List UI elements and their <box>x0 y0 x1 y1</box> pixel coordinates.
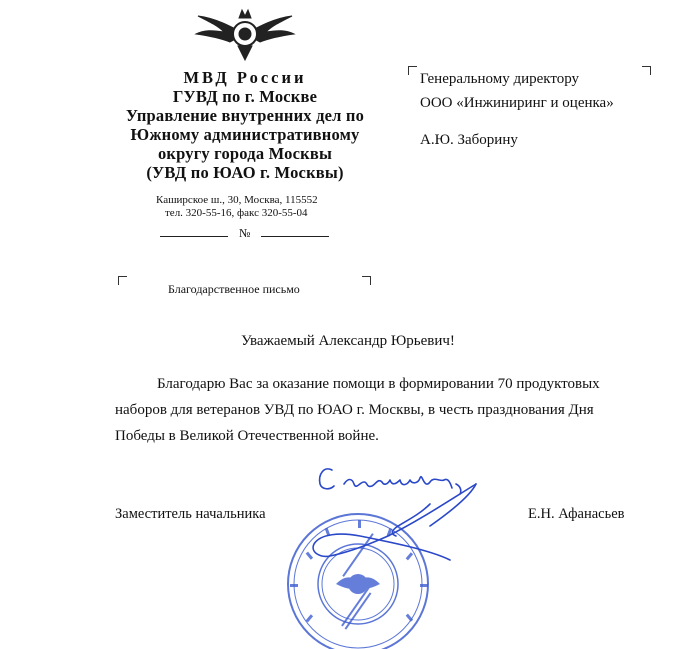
date-blank <box>160 226 228 237</box>
addressee-position: Генеральному директору <box>420 71 580 87</box>
org-line-guvd: ГУВД по г. Москве <box>172 87 318 106</box>
number-sign: № <box>239 226 251 240</box>
org-phones: тел. 320-55-16, факс 320-55-04 <box>165 207 308 219</box>
signer-position: Заместитель начальника <box>115 506 266 522</box>
handwritten-signature <box>280 460 500 580</box>
org-address: Каширское ш., 30, Москва, 115552 <box>156 194 318 206</box>
addressee-corner-left <box>408 66 417 75</box>
number-blank <box>261 226 329 237</box>
addressee-company: ООО «Инжиниринг и оценка» <box>420 95 614 111</box>
body-line-3: Победы в Великой Отечественной войне. <box>115 428 379 444</box>
subject-corner-left <box>118 276 127 285</box>
org-line-mvd: МВД России <box>183 68 307 87</box>
org-line-district: Южному административному <box>130 125 360 144</box>
addressee-corner-right <box>642 66 651 75</box>
addressee-name: А.Ю. Заборину <box>420 132 518 148</box>
outgoing-number-line <box>160 226 329 241</box>
greeting: Уважаемый Александр Юрьевич! <box>241 333 455 349</box>
org-line-abbrev: (УВД по ЮАО г. Москвы) <box>146 163 344 182</box>
org-line-city: округу города Москвы <box>157 144 333 163</box>
subject-corner-right <box>362 276 371 285</box>
emblem-icon <box>190 4 300 64</box>
letter-subject: Благодарственное письмо <box>168 282 300 296</box>
org-line-uvd: Управление внутренних дел по <box>125 106 365 125</box>
body-line-1: Благодарю Вас за оказание помощи в формировании 70 продуктовых <box>157 376 600 392</box>
signer-name: Е.Н. Афанасьев <box>528 506 625 522</box>
body-line-2: наборов для ветеранов УВД по ЮАО г. Москвы, в честь празднования Дня <box>115 402 594 418</box>
